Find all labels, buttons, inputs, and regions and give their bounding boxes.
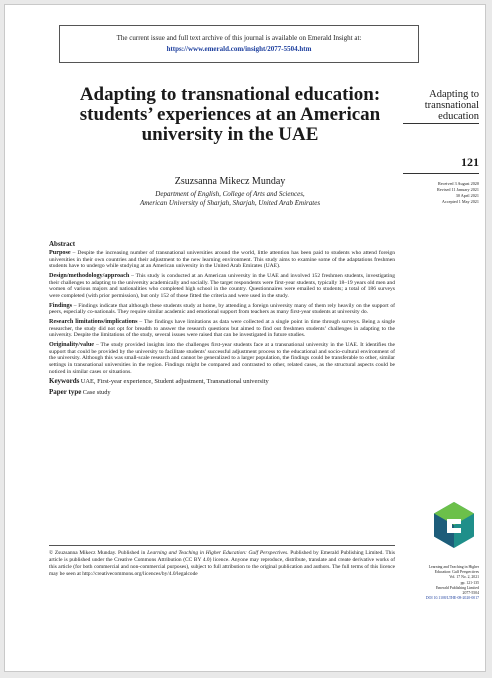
date-received: Received 3 August 2020 <box>437 181 479 186</box>
originality-text: – The study provided insights into the challenges first-year students face at a transnational university in the UAE. It identifies the support that could be provided by the university to facilitate students’ successful adjustment process to the educational and socio-cultural environment of the university. Although this was small-scale research and cannot be generalized to a larger population, the findings could be transferable to other, similar settings in transnational universities in the region. Findings might be compared and contrasted to other, related cases, as the structural aspects could be noticed in similar cases or situations. <box>49 341 395 375</box>
abstract <box>49 241 395 399</box>
findings-label: Findings <box>49 301 73 309</box>
journal-info-line: Education: Gulf Perspectives <box>434 570 479 575</box>
limitations-text: – The findings have limitations as data were collected at a single point in time through surveys. Being a single researcher, the study did not opt for breadth to answer the research questions but aimed to find out freshmen students’ challenges in adapting to the university. Despite the limitations of the study, several issues were raised that can be investigated in future studies. <box>49 318 395 339</box>
copyright-post: . Published by Emerald Publishing Limited. This article is published under the Creative Commons Attribution (CC BY 4.0) licence. Anyone may reproduce, distribute, translate and create derivative works of this article (for both commercial and non-commercial purposes), subject to full attribution to the original publication and authors. The full terms of this licence may be seen at http://creativecommons.org/licences/by/4.0/legalcode <box>49 550 395 577</box>
abstract-findings <box>49 303 395 317</box>
purpose-label: Purpose <box>49 248 71 256</box>
keywords-label: Keywords <box>49 377 80 386</box>
journal-url-link[interactable]: https://www.emerald.com/insight/2077-5504.htm <box>166 45 312 53</box>
limitations-label: Research limitations/implications <box>49 317 138 325</box>
journal-info-line: pp. 121-135 <box>460 580 479 585</box>
abstract-limitations <box>49 319 395 339</box>
page-number-rule <box>403 173 479 174</box>
running-title-top-rule <box>403 123 479 124</box>
journal-info-line: 2077-5504 <box>462 591 479 596</box>
design-label: Design/methodology/approach <box>49 271 130 279</box>
paper-type-label: Paper type <box>49 387 82 396</box>
article-page <box>4 4 486 672</box>
journal-logo-icon <box>433 501 475 549</box>
submission-dates <box>403 181 479 205</box>
abstract-originality <box>49 342 395 376</box>
journal-info-line: Learning and Teaching in Higher <box>428 565 479 569</box>
footer-rule <box>49 545 395 546</box>
abstract-heading: Abstract <box>49 240 76 248</box>
notice-text: The current issue and full text archive of this journal is available on Emerald Insight at: <box>116 34 362 42</box>
date-accepted: Accepted 1 May 2021 <box>441 199 479 204</box>
availability-notice <box>59 25 419 63</box>
running-title: Adapting to transnational education <box>424 89 479 122</box>
copyright-notice <box>49 550 395 578</box>
purpose-text: – Despite the increasing number of transnational universities around the world, little attention has been paid to students who attend foreign universities in their own countries and their adjustment to the new learning environment. This study aims to examine some of the adaptations freshmen students have to undergo while studying at an American university in the United Arab Emirates (UAE). <box>49 249 395 270</box>
copyright-journal: Learning and Teaching in Higher Education: Gulf Perspectives <box>147 550 288 556</box>
keywords-value: UAE, First-year experience, Student adjustment, Transnational university <box>80 378 269 386</box>
author-affiliation <box>65 190 395 208</box>
abstract-design <box>49 273 395 300</box>
journal-info-doi[interactable]: DOI 10.1108/LTHE-08-2020-0017 <box>425 596 479 601</box>
affiliation-line-2: American University of Sharjah, Sharjah, United Arab Emirates <box>139 199 321 207</box>
date-revised: Revised 11 January 2021 <box>436 187 479 192</box>
date-revised-2: 30 April 2021 <box>455 193 479 198</box>
journal-info-line: Vol. 17 No. 2, 2021 <box>449 575 479 580</box>
journal-info <box>401 565 479 601</box>
abstract-purpose <box>49 250 395 270</box>
journal-info-line: Emerald Publishing Limited <box>435 585 479 590</box>
design-text: – This study is conducted at an American university in the UAE and involved 152 freshmen students, investigating their challenges to adapting to the university academically and socially. The target respondents were first-year students, typically 18–19 years old men and women of various majors and nationalities who completed high school in the country. Questionnaires were emailed to students; a total of 186 surveys were completed (with prior permission), but only 152 of those fitted the criteria and were used in the study. <box>49 272 395 300</box>
copyright-pre: © Zsuzsanna Mikecz Munday. Published in <box>49 550 148 556</box>
page-number: 121 <box>461 155 479 169</box>
affiliation-line-1: Department of English, College of Arts and Sciences, <box>155 190 305 198</box>
article-title: Adapting to transnational education: students’ experiences at an American university in the UAE <box>79 84 381 145</box>
author-name: Zsuzsanna Mikecz Munday <box>174 176 286 187</box>
keywords <box>49 378 395 386</box>
originality-label: Originality/value <box>49 340 95 348</box>
paper-type-value: Case study <box>82 388 111 396</box>
paper-type <box>49 389 395 397</box>
findings-text: – Findings indicate that although these students study at home, by attending a foreign university many of them rely heavily on the support of peers, especially co-nationals. They require similar academic and emotional support from teachers as many first-year students at university do. <box>49 302 395 316</box>
